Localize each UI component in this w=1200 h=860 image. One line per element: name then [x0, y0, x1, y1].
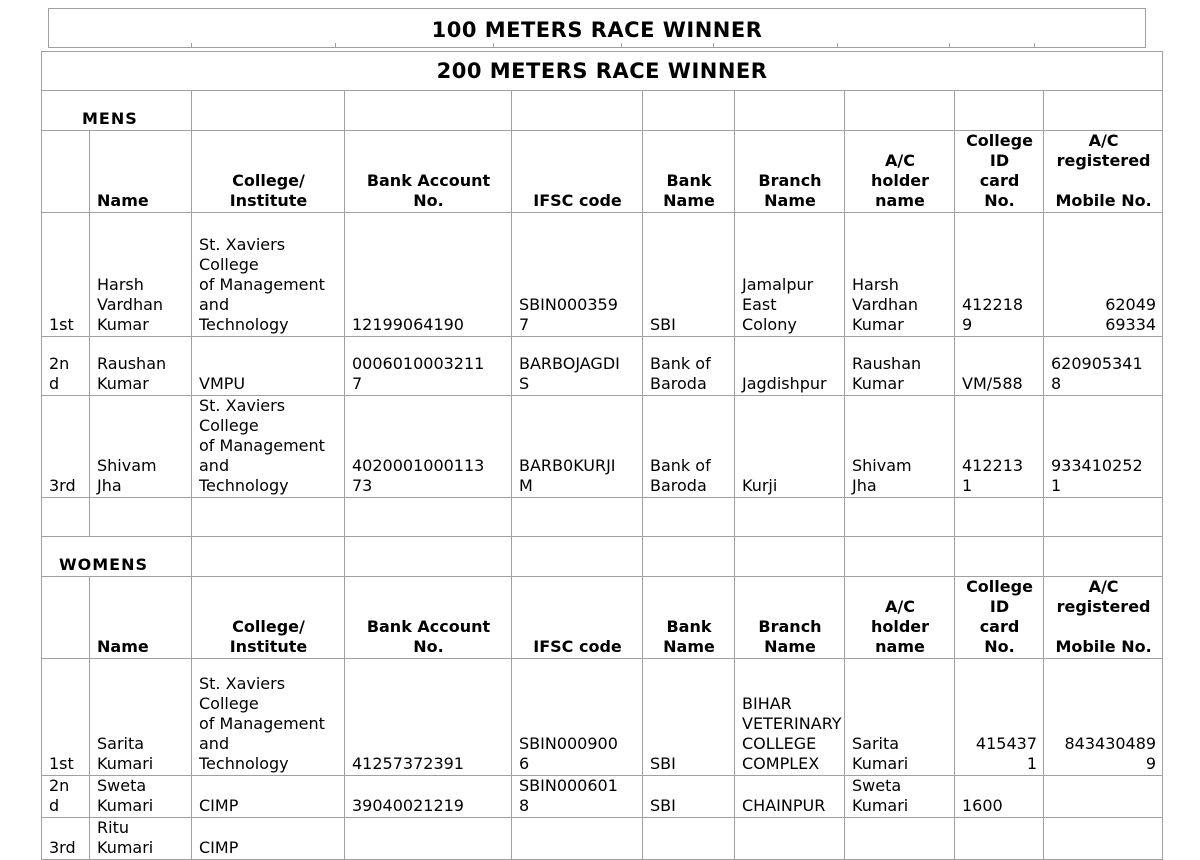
ifsc [512, 818, 643, 860]
ifsc: SBIN000900 6 [512, 659, 643, 776]
header-account: Bank Account No. [345, 131, 512, 213]
account: 39040021219 [345, 776, 512, 818]
header-bank: Bank Name [643, 131, 735, 213]
college: CIMP [192, 818, 345, 860]
header-ifsc: IFSC code [512, 577, 643, 659]
mobile: 843430489 9 [1044, 659, 1163, 776]
college-id [955, 818, 1044, 860]
womens-section-row [42, 537, 1163, 577]
header-branch: Branch Name [735, 577, 845, 659]
table-row [42, 396, 1163, 498]
college-id: 412218 9 [955, 213, 1044, 337]
position: 3rd [42, 396, 90, 498]
race-200-title: 200 METERS RACE WINNER [42, 52, 1163, 91]
header-college-id: College ID card No. [955, 131, 1044, 213]
position: 2n d [42, 337, 90, 396]
header-name: Name [90, 577, 192, 659]
college: St. Xaviers College of Management and Technology [192, 659, 345, 776]
mens-header-row [42, 131, 1163, 213]
account: 12199064190 [345, 213, 512, 337]
name: Sweta Kumari [90, 776, 192, 818]
holder: Sarita Kumari [845, 659, 955, 776]
header-bank: Bank Name [643, 577, 735, 659]
college-id: 412213 1 [955, 396, 1044, 498]
bank: SBI [643, 659, 735, 776]
name: Ritu Kumari [90, 818, 192, 860]
bank: Bank of Baroda [643, 396, 735, 498]
college-id: 1600 [955, 776, 1044, 818]
empty-row [42, 498, 1163, 537]
holder: Raushan Kumar [845, 337, 955, 396]
header-holder: A/C holder name [845, 131, 955, 213]
race-100-header-table [48, 8, 1146, 48]
account: 4020001000113 73 [345, 396, 512, 498]
name: Raushan Kumar [90, 337, 192, 396]
header-branch: Branch Name [735, 131, 845, 213]
mens-section-row [42, 91, 1163, 131]
womens-section-label: WOMENS [42, 537, 192, 577]
position: 2n d [42, 776, 90, 818]
branch: CHAINPUR [735, 776, 845, 818]
college: VMPU [192, 337, 345, 396]
ifsc: BARB0KURJI M [512, 396, 643, 498]
account: 41257372391 [345, 659, 512, 776]
college: St. Xaviers College of Management and Technology [192, 213, 345, 337]
header-mobile: A/C registered Mobile No. [1044, 577, 1163, 659]
header-ifsc: IFSC code [512, 131, 643, 213]
ifsc: BARBOJAGDI S [512, 337, 643, 396]
account: 0006010003211 7 [345, 337, 512, 396]
mobile: 933410252 1 [1044, 396, 1163, 498]
branch: Kurji [735, 396, 845, 498]
holder: Harsh Vardhan Kumar [845, 213, 955, 337]
branch: Jagdishpur [735, 337, 845, 396]
header-college: College/ Institute [192, 577, 345, 659]
account [345, 818, 512, 860]
college-id: 415437 1 [955, 659, 1044, 776]
race-100-title: 100 METERS RACE WINNER [431, 18, 763, 42]
position: 3rd [42, 818, 90, 860]
holder [845, 818, 955, 860]
mobile: 620905341 8 [1044, 337, 1163, 396]
branch: BIHAR VETERINARY COLLEGE COMPLEX [735, 659, 845, 776]
branch [735, 818, 845, 860]
header-holder: A/C holder name [845, 577, 955, 659]
name: Shivam Jha [90, 396, 192, 498]
branch: Jamalpur East Colony [735, 213, 845, 337]
ifsc: SBIN000359 7 [512, 213, 643, 337]
mobile [1044, 776, 1163, 818]
table-row [42, 337, 1163, 396]
race-100-column-ticks [49, 43, 1145, 47]
position: 1st [42, 659, 90, 776]
name: Sarita Kumari [90, 659, 192, 776]
header-college-id: College ID card No. [955, 577, 1044, 659]
table-row [42, 818, 1163, 860]
mobile: 62049 69334 [1044, 213, 1163, 337]
title-row [42, 52, 1163, 91]
college-id: VM/588 [955, 337, 1044, 396]
womens-header-row [42, 577, 1163, 659]
table-row [42, 776, 1163, 818]
table-row [42, 659, 1163, 776]
header-name: Name [90, 131, 192, 213]
bank: SBI [643, 776, 735, 818]
bank: Bank of Baroda [643, 337, 735, 396]
bank: SBI [643, 213, 735, 337]
holder: Shivam Jha [845, 396, 955, 498]
race-200-winners-table [41, 51, 1163, 860]
mobile [1044, 818, 1163, 860]
header-mobile: A/C registered Mobile No. [1044, 131, 1163, 213]
name: Harsh Vardhan Kumar [90, 213, 192, 337]
position: 1st [42, 213, 90, 337]
table-row [42, 213, 1163, 337]
header-college: College/ Institute [192, 131, 345, 213]
holder: Sweta Kumari [845, 776, 955, 818]
college: CIMP [192, 776, 345, 818]
college: St. Xaviers College of Management and Technology [192, 396, 345, 498]
ifsc: SBIN000601 8 [512, 776, 643, 818]
mens-section-label: MENS [42, 91, 192, 131]
bank [643, 818, 735, 860]
header-account: Bank Account No. [345, 577, 512, 659]
